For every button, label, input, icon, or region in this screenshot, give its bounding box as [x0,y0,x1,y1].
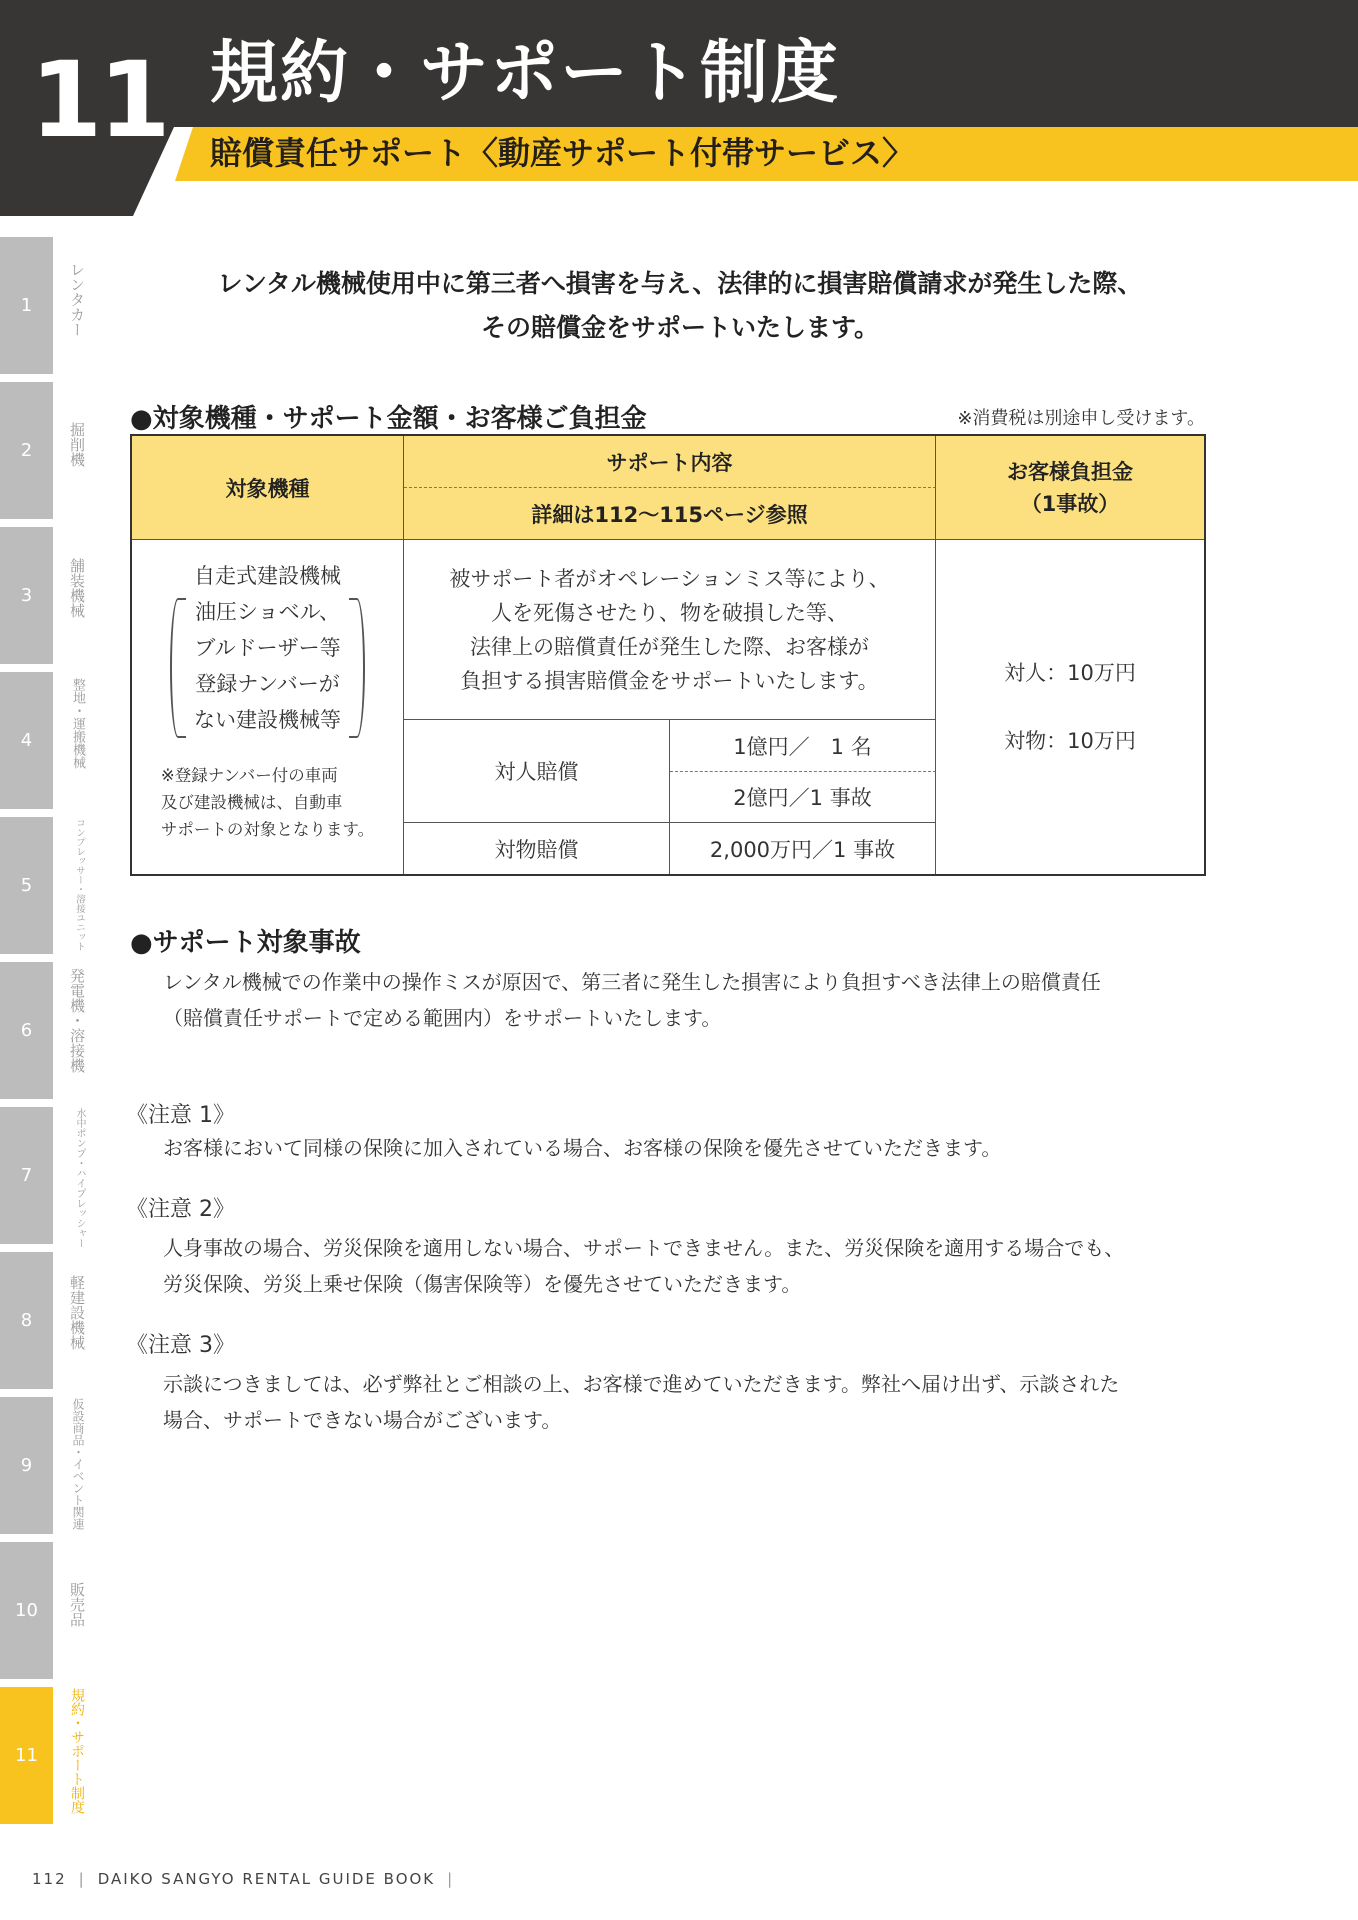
header-burden: お客様負担金 （1事故） [936,436,1204,540]
header-support: サポート内容 [404,436,936,488]
side-tab-11[interactable]: 11 [0,1687,53,1824]
intro-text: レンタル機械使用中に第三者へ損害を与え、法律的に損害賠償請求が発生した際、 その賠償金をサポートいたします。 [217,269,1143,342]
chapter-number: 11 [30,39,167,161]
note-2-title: 《注意 2》 [126,1197,235,1222]
description-cell: 被サポート者がオペレーションミス等により、 人を死傷させたり、物を破損した等、 法律上の賠償責任が発生した際、お客様が 負担する損害賠償金をサポートいたします。 [404,540,936,720]
side-tab-7[interactable]: 7 [0,1107,53,1244]
property-label: 対物賠償 [404,823,670,874]
side-tab-label: 販売品 [68,1582,86,1627]
side-tab-label: 発電機・溶接機 [68,968,86,1073]
accident-text: レンタル機械での作業中の操作ミスが原因で、第三者に発生した損害により負担すべき法律上の賠償責任 （賠償責任サポートで定める範囲内）をサポートいたします。 [163,970,1101,1030]
page-title: 規約・サポート制度 [210,34,841,113]
personal-label: 対人賠償 [404,720,670,823]
side-tab-label: 舗装機械 [68,558,86,618]
property-amount: 2,000万円／1 事故 [670,823,936,874]
personal-per-person: 1億円／ 1 名 [670,720,936,772]
side-tab-2[interactable]: 2 [0,382,53,519]
left-paren [170,598,186,738]
note-1-text: お客様において同様の保険に加入されている場合、お客様の保険を優先させていただきます。 [163,1136,1002,1160]
support-table [130,434,1206,876]
note-1-title: 《注意 1》 [126,1103,235,1128]
note-3-text: 示談につきましては、必ず弊社とご相談の上、お客様で進めていただきます。弊社へ届け出ず、示談された 場合、サポートできない場合がございます。 [163,1372,1120,1432]
side-tab-label: 軽建設機械 [68,1275,86,1350]
side-tab-3[interactable]: 3 [0,527,53,664]
machine-note: ※登録ナンバー付の車両 及び建設機械は、自動車 サポートの対象となります。 [160,766,375,839]
side-tab-8[interactable]: 8 [0,1252,53,1389]
side-tab-1[interactable]: 1 [0,237,53,374]
side-tab-9[interactable]: 9 [0,1397,53,1534]
page-number: 112 [32,1870,67,1888]
header-support-sub: 詳細は112〜115ページ参照 [404,488,936,540]
burden-cell: 対人：10万円 対物：10万円 [1004,661,1136,753]
page-subtitle: 賠償責任サポート〈動産サポート付帯サービス〉 [210,134,915,172]
side-tab-6[interactable]: 6 [0,962,53,1099]
machine-cell [132,540,404,874]
personal-per-accident: 2億円／1 事故 [670,772,936,823]
side-tab-5[interactable]: 5 [0,817,53,954]
note-3-title: 《注意 3》 [126,1333,235,1358]
note-2-text: 人身事故の場合、労災保険を適用しない場合、サポートできません。また、労災保険を適用する場合でも、 労災保険、労災上乗せ保険（傷害保険等）を優先させていただきます。 [163,1236,1125,1296]
side-tab-10[interactable]: 10 [0,1542,53,1679]
side-tab-label: 仮設商品・イベント関連 [71,1398,85,1530]
side-tab-label: 整地・運搬機械 [70,678,85,769]
book-title: DAIKO SANGYO RENTAL GUIDE BOOK [97,1870,436,1888]
side-tab-4[interactable]: 4 [0,672,53,809]
table-section-heading: ●対象機種・サポート金額・お客様ご負担金 [130,404,647,434]
header-machine: 対象機種 [132,436,404,540]
footer: 112 | DAIKO SANGYO RENTAL GUIDE BOOK | [32,1870,455,1888]
machine-list: 自走式建設機械 油圧ショベル、 ブルドーザー等 登録ナンバーが ない建設機械等 [176,558,359,738]
side-tab-label: 水中ポンプ・ハイプレッシャー [74,1108,85,1248]
side-tab-label: 掘削機 [68,422,86,467]
tax-note: ※消費税は別途申し受けます。 [957,408,1205,429]
side-tab-label: レンタカー [68,262,86,337]
right-paren [349,598,365,738]
accident-section-heading: ●サポート対象事故 [130,928,361,958]
side-tab-label-active: 規約・サポート制度 [69,1688,85,1814]
side-tab-label: コンプレッサー・溶接ユニット [74,818,85,951]
